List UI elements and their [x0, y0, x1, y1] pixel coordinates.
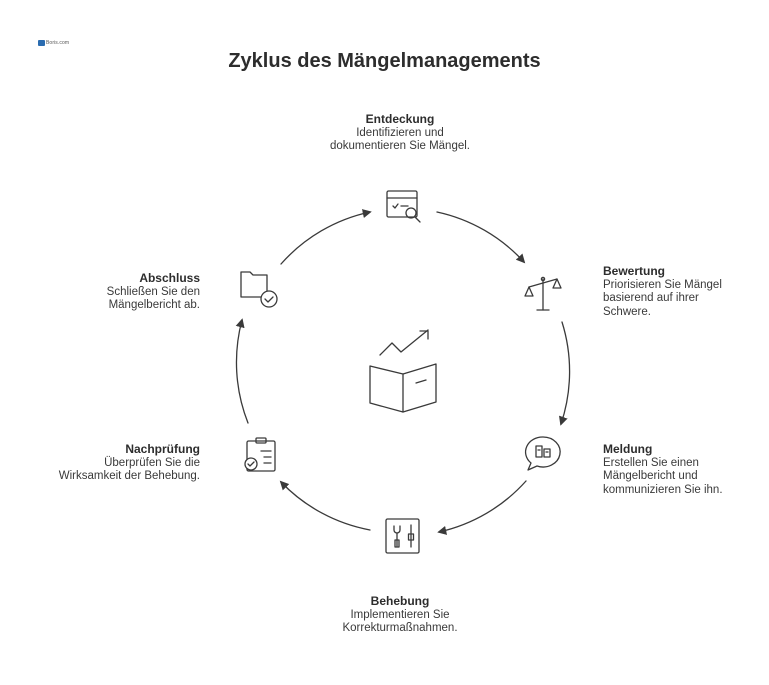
stage-meldung — [603, 443, 763, 497]
scale-icon — [525, 277, 561, 310]
stage-description: Erstellen Sie einen Mängelbericht und kommunizieren Sie ihn. — [603, 456, 723, 496]
stage-title: Abschluss — [139, 271, 200, 285]
stage-nachpruefung — [30, 443, 200, 484]
stage-description: Identifizieren und dokumentieren Sie Mängel. — [330, 126, 470, 152]
search-document-icon — [387, 191, 420, 222]
stage-description: Implementieren Sie Korrekturmaßnahmen. — [342, 608, 458, 634]
stage-description: Überprüfen Sie die Wirksamkeit der Behebung. — [58, 456, 200, 482]
arrow-behebung-nachpruefung — [281, 482, 370, 530]
page-title: Zyklus des Mängelmanagements — [228, 50, 541, 72]
stage-description: Schließen Sie den Mängelbericht ab. — [106, 285, 200, 311]
report-chat-icon — [526, 437, 561, 470]
stage-abschluss — [40, 272, 200, 313]
stage-behebung — [300, 595, 500, 636]
stage-title: Bewertung — [603, 264, 666, 278]
arrow-entdeckung-bewertung — [437, 212, 524, 262]
stage-bewertung — [603, 265, 763, 319]
book-growth-icon — [370, 330, 436, 412]
stage-title: Meldung — [603, 442, 653, 456]
stage-description: Priorisieren Sie Mängel basierend auf ihrer Schwere. — [603, 278, 722, 318]
arrow-meldung-behebung — [439, 481, 526, 532]
stage-title: Entdeckung — [365, 112, 435, 126]
stage-title: Behebung — [370, 594, 430, 608]
stage-title: Nachprüfung — [125, 442, 200, 456]
stage-entdeckung — [300, 113, 500, 154]
arrow-abschluss-entdeckung — [281, 212, 370, 264]
logo-text: Boris.com — [46, 40, 70, 46]
folder-check-icon — [241, 272, 277, 307]
arrow-bewertung-meldung — [561, 322, 570, 424]
arrow-nachpruefung-abschluss — [236, 320, 248, 423]
clipboard-check-icon — [245, 438, 275, 471]
tools-icon — [386, 519, 419, 553]
